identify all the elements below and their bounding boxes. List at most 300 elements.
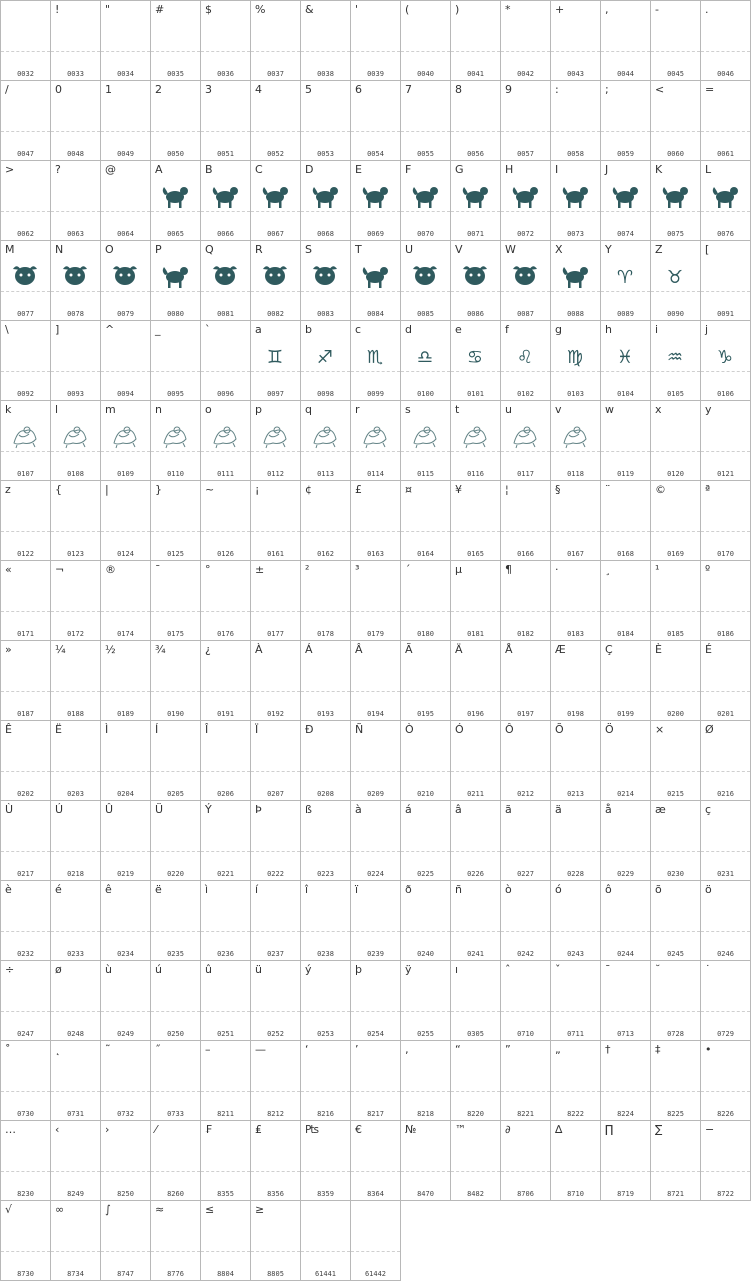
baseline-divider [301, 211, 350, 212]
cell-character: e [455, 323, 462, 336]
baseline-divider [651, 931, 700, 932]
glyph-cell [501, 401, 551, 481]
glyph-cell [51, 961, 101, 1041]
cell-code: 0228 [567, 870, 584, 878]
pisces-symbol-icon [609, 341, 641, 369]
cell-code: 0200 [667, 710, 684, 718]
glyph-cell [1, 721, 51, 801]
cell-character: \ [5, 323, 9, 336]
cell-character: ∫ [105, 1203, 111, 1216]
baseline-divider [601, 851, 650, 852]
baseline-divider [451, 211, 500, 212]
baseline-divider [401, 851, 450, 852]
cell-character: Õ [555, 723, 564, 736]
goat-head-icon [459, 261, 491, 289]
cell-code: 0059 [617, 150, 634, 158]
cell-code: 0043 [567, 70, 584, 78]
cell-character: ˚ [5, 1043, 11, 1056]
glyph-cell [701, 481, 751, 561]
baseline-divider [451, 851, 500, 852]
cell-code: 8706 [517, 1190, 534, 1198]
cell-character: è [5, 883, 12, 896]
baseline-divider [351, 131, 400, 132]
cell-character: … [5, 1123, 16, 1136]
glyph-cell [151, 961, 201, 1041]
cell-code: 0036 [217, 70, 234, 78]
baseline-divider [651, 1011, 700, 1012]
glyph-cell [351, 1201, 401, 1281]
cell-character: " [105, 3, 111, 16]
baseline-divider [601, 1171, 650, 1172]
glyph-cell [101, 561, 151, 641]
glyph-cell [251, 961, 301, 1041]
cell-code: 0214 [617, 790, 634, 798]
cell-character: ∞ [55, 1203, 65, 1216]
cell-code: 0040 [417, 70, 434, 78]
cell-character: 3 [205, 83, 212, 96]
cell-code: 8805 [267, 1270, 284, 1278]
baseline-divider [651, 771, 700, 772]
cell-character: p [255, 403, 262, 416]
cell-character: W [505, 243, 516, 256]
cell-character: T [355, 243, 362, 256]
cell-code: 0204 [117, 790, 134, 798]
cell-code: 0238 [317, 950, 334, 958]
sketch-water-bearer-icon [509, 421, 541, 449]
baseline-divider [351, 851, 400, 852]
glyph-cell [401, 1, 451, 81]
libra-symbol-icon [409, 341, 441, 369]
cell-character: ¸ [605, 563, 611, 576]
glyph-cell [701, 241, 751, 321]
baseline-divider [51, 51, 100, 52]
cell-code: 0212 [517, 790, 534, 798]
glyph-cell [651, 881, 701, 961]
cell-code: 0246 [717, 950, 734, 958]
cell-code: 0057 [517, 150, 534, 158]
baseline-divider [501, 131, 550, 132]
cell-code: 0070 [417, 230, 434, 238]
cell-code: 0194 [367, 710, 384, 718]
glyph-cell [251, 81, 301, 161]
cell-code: 0087 [517, 310, 534, 318]
baseline-divider [1, 371, 50, 372]
cell-code: 0050 [167, 150, 184, 158]
cell-character: ₧ [305, 1123, 319, 1136]
cell-code: 0234 [117, 950, 134, 958]
cell-code: 0119 [617, 470, 634, 478]
cell-character: ’ [355, 1043, 359, 1056]
baseline-divider [251, 1011, 300, 1012]
cell-code: 0192 [267, 710, 284, 718]
cell-character: û [205, 963, 212, 976]
cell-character: ² [305, 563, 310, 576]
glyph-cell [601, 641, 651, 721]
baseline-divider [701, 291, 750, 292]
baseline-divider [551, 451, 600, 452]
baseline-divider [501, 211, 550, 212]
baseline-divider [651, 611, 700, 612]
cell-character: 0 [55, 83, 62, 96]
glyph-cell [401, 321, 451, 401]
baseline-divider [701, 531, 750, 532]
glyph-cell [101, 881, 151, 961]
glyph-cell [101, 321, 151, 401]
cell-code: 0208 [317, 790, 334, 798]
baseline-divider [101, 131, 150, 132]
scorpion-icon [359, 261, 391, 289]
glyph-cell [701, 561, 751, 641]
cell-code: 0236 [217, 950, 234, 958]
cell-code: 0169 [667, 550, 684, 558]
baseline-divider [151, 131, 200, 132]
baseline-divider [701, 211, 750, 212]
baseline-divider [101, 1251, 150, 1252]
cell-code: 0032 [17, 70, 34, 78]
baseline-divider [101, 611, 150, 612]
sketch-bull-icon [209, 421, 241, 449]
glyph-cell [251, 241, 301, 321]
glyph-cell [401, 721, 451, 801]
baseline-divider [351, 1251, 400, 1252]
cell-code: 0079 [117, 310, 134, 318]
baseline-divider [501, 931, 550, 932]
baseline-divider [301, 611, 350, 612]
cell-character: v [555, 403, 562, 416]
aquarius-symbol-icon [659, 341, 691, 369]
cell-code: 0190 [167, 710, 184, 718]
leo-symbol-icon [509, 341, 541, 369]
cell-code: 0110 [167, 470, 184, 478]
baseline-divider [301, 931, 350, 932]
cell-code: 0078 [67, 310, 84, 318]
cell-character: Ô [505, 723, 514, 736]
cell-character: m [105, 403, 116, 416]
glyph-cell [701, 1, 751, 81]
glyph-cell [251, 321, 301, 401]
cell-character: ÿ [405, 963, 412, 976]
cell-code: 0218 [67, 870, 84, 878]
glyph-cell [501, 321, 551, 401]
cell-code: 0215 [667, 790, 684, 798]
cell-character: ` [205, 323, 211, 336]
glyph-cell [501, 1, 551, 81]
baseline-divider [151, 1251, 200, 1252]
glyph-cell [301, 401, 351, 481]
cell-code: 0084 [367, 310, 384, 318]
cell-character: ã [505, 803, 512, 816]
baseline-divider [51, 1091, 100, 1092]
cell-character: _ [155, 323, 161, 336]
glyph-cell [351, 161, 401, 241]
baseline-divider [51, 1171, 100, 1172]
cell-code: 0109 [117, 470, 134, 478]
baseline-divider [451, 531, 500, 532]
glyph-cell [1, 161, 51, 241]
baseline-divider [551, 1091, 600, 1092]
cell-code: 8220 [467, 1110, 484, 1118]
baseline-divider [1, 611, 50, 612]
cell-character: Ñ [355, 723, 364, 736]
cell-code: 0224 [367, 870, 384, 878]
cell-character: Ú [55, 803, 64, 816]
baseline-divider [401, 371, 450, 372]
baseline-divider [251, 851, 300, 852]
ram-head-icon [9, 261, 41, 289]
glyph-cell [651, 801, 701, 881]
glyph-cell [251, 881, 301, 961]
baseline-divider [501, 771, 550, 772]
glyph-cell [651, 81, 701, 161]
glyph-cell [451, 801, 501, 881]
cell-character: N [55, 243, 64, 256]
baseline-divider [301, 691, 350, 692]
archer-icon [559, 181, 591, 209]
taurus-symbol-icon [659, 261, 691, 289]
virgo-symbol-icon [559, 341, 591, 369]
cell-character: ı [455, 963, 459, 976]
baseline-divider [601, 691, 650, 692]
cell-character: ‹ [55, 1123, 60, 1136]
cell-character: ß [305, 803, 312, 816]
glyph-cell [451, 241, 501, 321]
glyph-cell [401, 401, 451, 481]
baseline-divider [701, 851, 750, 852]
glyph-cell [201, 81, 251, 161]
svg-text:♓: ♓ [616, 347, 634, 368]
baseline-divider [451, 771, 500, 772]
glyph-cell [251, 721, 301, 801]
glyph-cell [151, 481, 201, 561]
glyph-cell [401, 241, 451, 321]
cell-code: 0083 [317, 310, 334, 318]
cell-code: 0216 [717, 790, 734, 798]
glyph-cell [501, 961, 551, 1041]
cell-code: 0095 [167, 390, 184, 398]
glyph-cell [501, 881, 551, 961]
cell-code: 0066 [217, 230, 234, 238]
baseline-divider [501, 371, 550, 372]
cell-code: 0253 [317, 1030, 334, 1038]
baseline-divider [301, 291, 350, 292]
cell-character: • [705, 1043, 712, 1056]
cell-character: ï [355, 883, 359, 896]
glyph-cell [301, 881, 351, 961]
glyph-cell [351, 1121, 401, 1201]
cell-code: 0086 [467, 310, 484, 318]
glyph-cell [1, 241, 51, 321]
glyph-cell [151, 241, 201, 321]
cell-code: 0081 [217, 310, 234, 318]
baseline-divider [501, 531, 550, 532]
cell-code: 0240 [417, 950, 434, 958]
glyph-cell [301, 1, 351, 81]
baseline-divider [251, 1251, 300, 1252]
cell-code: 0229 [617, 870, 634, 878]
baseline-divider [451, 1091, 500, 1092]
glyph-cell [201, 721, 251, 801]
cell-code: 0254 [367, 1030, 384, 1038]
cell-character: o [205, 403, 212, 416]
cell-character: * [505, 3, 511, 16]
cell-character: , [605, 3, 609, 16]
cell-code: 0099 [367, 390, 384, 398]
baseline-divider [551, 291, 600, 292]
cell-code: 0243 [567, 950, 584, 958]
cell-character: ê [105, 883, 112, 896]
cell-code: 0120 [667, 470, 684, 478]
baseline-divider [501, 291, 550, 292]
glyph-cell [551, 161, 601, 241]
baseline-divider [551, 1011, 600, 1012]
baseline-divider [1, 691, 50, 692]
cell-code: 0305 [467, 1030, 484, 1038]
cell-character: ¨ [605, 483, 611, 496]
cell-code: 61442 [364, 1270, 387, 1278]
cell-code: 0170 [717, 550, 734, 558]
glyph-cell [1, 1121, 51, 1201]
baseline-divider [251, 1091, 300, 1092]
glyph-cell [1, 321, 51, 401]
cell-code: 0166 [517, 550, 534, 558]
baseline-divider [651, 211, 700, 212]
cell-character: ´ [405, 563, 411, 576]
sketch-figure-icon [59, 421, 91, 449]
cell-character: w [605, 403, 614, 416]
cell-character: Þ [255, 803, 262, 816]
baseline-divider [401, 1091, 450, 1092]
cell-code: 0093 [67, 390, 84, 398]
cell-code: 8482 [467, 1190, 484, 1198]
glyph-cell [101, 161, 151, 241]
baseline-divider [101, 851, 150, 852]
cell-code: 0235 [167, 950, 184, 958]
cell-character: < [655, 83, 665, 96]
cell-character: r [355, 403, 360, 416]
glyph-cell [51, 1, 101, 81]
glyph-cell [251, 1, 301, 81]
cell-character: A [155, 163, 163, 176]
baseline-divider [551, 131, 600, 132]
baseline-divider [651, 1171, 700, 1172]
baseline-divider [1, 51, 50, 52]
cell-code: 0710 [517, 1030, 534, 1038]
cell-character: % [255, 3, 266, 16]
cell-character: Â [355, 643, 363, 656]
cell-code: 61441 [314, 1270, 337, 1278]
glyph-cell [1, 1, 51, 81]
glyph-cell [51, 161, 101, 241]
cell-character: u [505, 403, 512, 416]
cell-character: № [405, 1123, 417, 1136]
svg-text:♉: ♉ [666, 267, 684, 288]
cell-character: t [455, 403, 460, 416]
baseline-divider [651, 371, 700, 372]
glyph-cell [651, 1, 701, 81]
cell-code: 8730 [17, 1270, 34, 1278]
glyph-cell [201, 561, 251, 641]
cell-code: 0033 [67, 70, 84, 78]
cell-code: 0049 [117, 150, 134, 158]
glyph-cell [251, 401, 301, 481]
baseline-divider [201, 291, 250, 292]
baseline-divider [601, 1091, 650, 1092]
cell-character: ø [55, 963, 62, 976]
glyph-cell [1, 481, 51, 561]
baseline-divider [301, 51, 350, 52]
glyph-cell [401, 81, 451, 161]
baseline-divider [101, 1011, 150, 1012]
cell-code: 0035 [167, 70, 184, 78]
baseline-divider [151, 611, 200, 612]
glyph-cell [451, 81, 501, 161]
baseline-divider [201, 211, 250, 212]
glyph-cell [101, 1041, 151, 1121]
cell-code: 0107 [17, 470, 34, 478]
cell-code: 0114 [367, 470, 384, 478]
baseline-divider [51, 371, 100, 372]
baseline-divider [301, 1011, 350, 1012]
cell-character: 2 [155, 83, 162, 96]
baseline-divider [251, 531, 300, 532]
cell-code: 0242 [517, 950, 534, 958]
baseline-divider [1, 211, 50, 212]
baseline-divider [601, 611, 650, 612]
cell-code: 0730 [17, 1110, 34, 1118]
cell-code: 0096 [217, 390, 234, 398]
sketch-centaur-icon [309, 421, 341, 449]
baseline-divider [551, 611, 600, 612]
cell-character: & [305, 3, 314, 16]
maiden-head-icon [209, 261, 241, 289]
cell-code: 8804 [217, 1270, 234, 1278]
glyph-cell [301, 241, 351, 321]
glyph-cell [451, 561, 501, 641]
sketch-lion-icon [459, 421, 491, 449]
cell-character: º [705, 563, 711, 576]
cell-character: ‚ [405, 1043, 409, 1056]
cell-code: 0176 [217, 630, 234, 638]
cell-code: 0202 [17, 790, 34, 798]
glyph-cell [701, 1041, 751, 1121]
cell-code: 0058 [567, 150, 584, 158]
cell-character: « [5, 563, 12, 576]
cell-code: 0103 [567, 390, 584, 398]
cell-code: 0088 [567, 310, 584, 318]
cell-character: Q [205, 243, 214, 256]
glyph-cell [601, 1, 651, 81]
bull-head-icon [59, 261, 91, 289]
cell-character: ( [405, 3, 410, 16]
baseline-divider [51, 1251, 100, 1252]
baseline-divider [51, 1011, 100, 1012]
cell-character: ¼ [55, 643, 66, 656]
cell-character: Û [105, 803, 114, 816]
cell-code: 0069 [367, 230, 384, 238]
cell-character: ≥ [255, 1203, 265, 1216]
cell-code: 0185 [667, 630, 684, 638]
baseline-divider [151, 531, 200, 532]
cell-code: 8721 [667, 1190, 684, 1198]
cell-character: î [305, 883, 309, 896]
cell-character: a [255, 323, 262, 336]
cell-character: ˛ [55, 1043, 61, 1056]
cell-character: Z [655, 243, 663, 256]
cell-character: / [5, 83, 9, 96]
cell-code: 0060 [667, 150, 684, 158]
scales-icon [309, 261, 341, 289]
cell-character: 8 [455, 83, 462, 96]
